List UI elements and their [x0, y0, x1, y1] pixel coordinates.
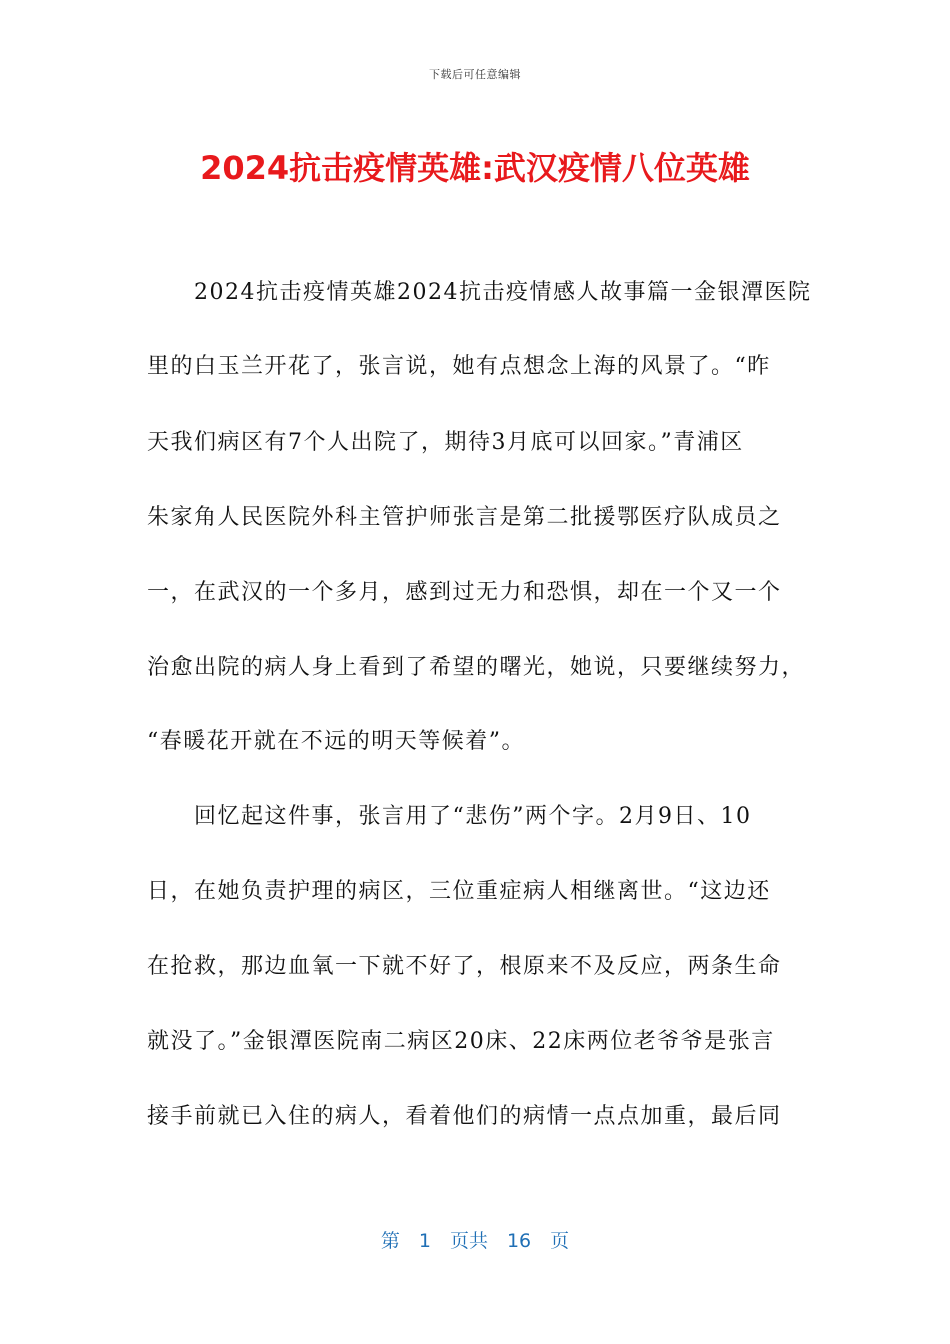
body-line: 2024抗击疫情英雄2024抗击疫情感人故事篇一金银潭医院	[147, 280, 812, 305]
body-line: 一，在武汉的一个多月，感到过无力和恐惧，却在一个又一个	[147, 580, 782, 605]
body-line: 日，在她负责护理的病区，三位重症病人相继离世。“这边还	[147, 879, 771, 904]
body-line: 朱家角人民医院外科主管护师张言是第二批援鄂医疗队成员之	[147, 505, 782, 530]
body-line: 在抢救，那边血氧一下就不好了，根原来不及反应，两条生命	[147, 954, 782, 979]
page-number-footer: 第 1 页共 16 页	[380, 1230, 570, 1252]
body-line: 治愈出院的病人身上看到了希望的曙光，她说，只要继续努力，	[147, 655, 806, 680]
body-line: 回忆起这件事，张言用了“悲伤”两个字。2月9日、10	[147, 804, 752, 829]
body-line: 里的白玉兰开花了，张言说，她有点想念上海的风景了。“昨	[147, 354, 771, 379]
body-line: 就没了。”金银潭医院南二病区20床、22床两位老爷爷是张言	[147, 1029, 775, 1054]
body-line: 接手前就已入住的病人，看着他们的病情一点点加重，最后同	[147, 1104, 782, 1129]
page-header-note: 下载后可任意编辑	[429, 68, 521, 81]
body-line: 天我们病区有7个人出院了，期待3月底可以回家。”青浦区	[147, 430, 744, 455]
body-line: “春暖花开就在不远的明天等候着”。	[147, 729, 525, 754]
document-title: 2024抗击疫情英雄:武汉疫情八位英雄	[200, 149, 750, 187]
